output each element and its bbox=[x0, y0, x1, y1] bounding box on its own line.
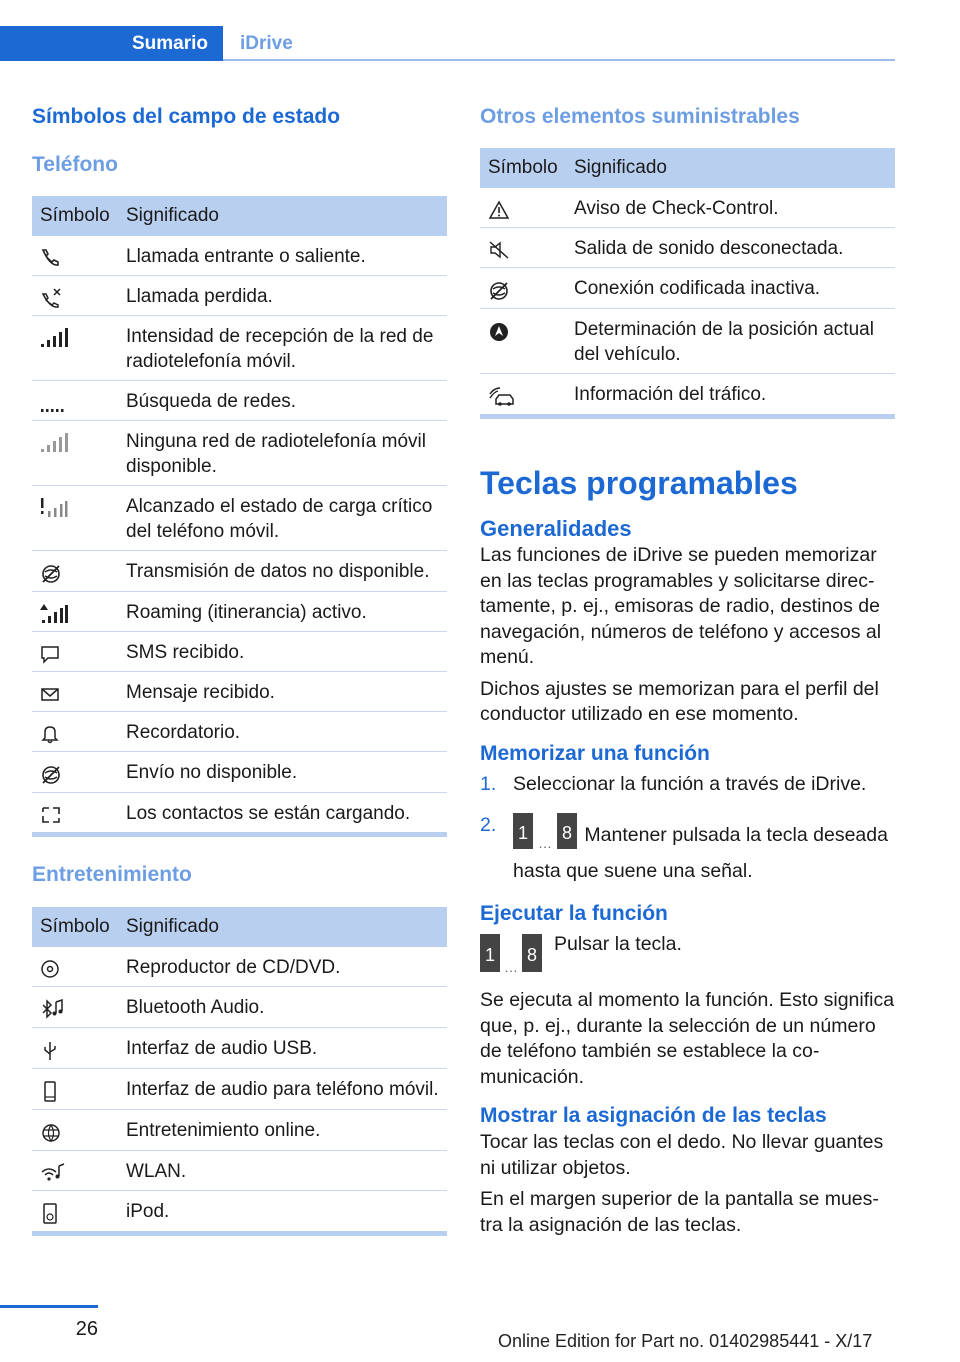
header-rule bbox=[223, 59, 895, 61]
footer-rule bbox=[0, 1305, 98, 1308]
paragraph: Las funciones de iDrive se pueden memorizar en las teclas programables y solicitarse directamente, p. ej., emisoras de radio, destinos de navegación, números de teléfono y accesos al menú. bbox=[480, 544, 882, 668]
column-header-symbol: Símbolo bbox=[32, 907, 126, 947]
right-column bbox=[480, 98, 895, 1238]
subsection-title-memorizar: Memorizar una función bbox=[480, 741, 710, 765]
row-meaning: Transmisión de datos no disponible. bbox=[126, 551, 447, 592]
entretenimiento-symbol-table bbox=[32, 907, 447, 1236]
table-row bbox=[480, 228, 895, 268]
table-row bbox=[32, 947, 447, 987]
position-icon bbox=[488, 321, 510, 343]
edition-note: Online Edition for Part no. 01402985441 - X/17 bbox=[498, 1331, 873, 1351]
warning-triangle-icon bbox=[488, 200, 510, 220]
key-1-label: 1 bbox=[517, 823, 529, 843]
key-8-label: 8 bbox=[561, 823, 573, 843]
table-row bbox=[32, 236, 447, 276]
row-meaning: Información del tráfico. bbox=[574, 374, 895, 417]
column-header-meaning: Significado bbox=[126, 196, 447, 236]
table-row bbox=[32, 316, 447, 381]
step-text: Mantener pulsada la tecla deseada hasta que suene una señal. bbox=[513, 823, 888, 882]
table-row bbox=[32, 672, 447, 712]
step-text: Seleccionar la función a través de iDrive. bbox=[513, 772, 867, 795]
send-unavailable-icon bbox=[40, 764, 62, 786]
step-number: 2. bbox=[480, 814, 497, 836]
row-meaning: Recordatorio. bbox=[126, 712, 447, 752]
row-meaning: Determinación de la posición actual del vehículo. bbox=[574, 309, 895, 374]
usb-icon bbox=[40, 1040, 60, 1062]
table-header bbox=[480, 148, 895, 188]
subsection-title-ejecutar: Ejecutar la función bbox=[480, 902, 668, 925]
table-row bbox=[480, 309, 895, 374]
row-meaning: Aviso de Check-Control. bbox=[574, 188, 895, 228]
bluetooth-audio-icon bbox=[40, 999, 64, 1021]
table-row bbox=[32, 551, 447, 592]
row-meaning: Llamada entrante o saliente. bbox=[126, 236, 447, 276]
table-row bbox=[32, 752, 447, 793]
sms-icon bbox=[40, 644, 60, 664]
online-entertainment-icon bbox=[40, 1122, 62, 1144]
preset-keys-icon bbox=[480, 932, 544, 979]
subsection-title-otros: Otros elementos suministrables bbox=[480, 105, 800, 128]
mute-icon bbox=[488, 240, 510, 260]
step-number: 1. bbox=[480, 772, 497, 795]
wlan-icon bbox=[40, 1163, 66, 1183]
cd-dvd-icon bbox=[40, 959, 60, 979]
traffic-info-icon bbox=[488, 386, 516, 408]
column-header-symbol: Símbolo bbox=[32, 196, 126, 236]
subsection-title-entretenimiento: Entretenimiento bbox=[32, 863, 192, 886]
table-row bbox=[32, 381, 447, 421]
bell-icon bbox=[40, 724, 60, 744]
ipod-icon bbox=[40, 1203, 60, 1225]
subsection-title-generalidades: Generalidades bbox=[480, 516, 632, 541]
data-unavailable-icon bbox=[40, 563, 62, 585]
table-row bbox=[32, 1191, 447, 1234]
section-title-status-symbols: Símbolos del campo de estado bbox=[32, 105, 341, 128]
signal-strength-icon bbox=[40, 328, 68, 348]
table-row bbox=[32, 486, 447, 551]
subsection-title-mostrar: Mostrar la asignación de las teclas bbox=[480, 1104, 827, 1127]
table-row bbox=[32, 421, 447, 486]
roaming-icon bbox=[40, 604, 68, 624]
svg-text:8: 8 bbox=[526, 945, 538, 965]
table-row bbox=[32, 1028, 447, 1069]
table-row bbox=[480, 188, 895, 228]
row-meaning: Roaming (itinerancia) activo. bbox=[126, 592, 447, 632]
left-column bbox=[32, 98, 447, 1236]
row-meaning: Búsqueda de redes. bbox=[126, 381, 447, 421]
column-header-meaning: Significado bbox=[126, 907, 447, 947]
row-meaning: Reproductor de CD/DVD. bbox=[126, 947, 447, 987]
table-row bbox=[32, 1151, 447, 1191]
section-title-teclas: Teclas programables bbox=[480, 465, 798, 501]
table-row bbox=[32, 276, 447, 316]
ejecutar-row bbox=[480, 932, 895, 976]
paragraph: En el margen superior de la pantalla se muestra la asignación de las teclas. bbox=[480, 1188, 879, 1236]
tab-sumario-label: Sumario bbox=[131, 33, 208, 54]
paragraph: Tocar las teclas con el dedo. No llevar guantes ni utilizar objetos. bbox=[480, 1131, 884, 1179]
row-meaning: Entretenimiento online. bbox=[126, 1110, 447, 1151]
svg-text:…: … bbox=[504, 959, 518, 974]
svg-text:1: 1 bbox=[484, 945, 496, 965]
mail-icon bbox=[40, 684, 60, 704]
table-header bbox=[32, 907, 447, 947]
subsection-title-telefono: Teléfono bbox=[32, 153, 118, 176]
row-meaning: Llamada perdida. bbox=[126, 276, 447, 316]
table-row bbox=[32, 987, 447, 1028]
row-meaning: SMS recibido. bbox=[126, 632, 447, 672]
no-network-icon bbox=[40, 433, 68, 453]
top-navigation bbox=[0, 0, 960, 62]
row-meaning: Ninguna red de radiotelefonía móvil disponible. bbox=[126, 421, 447, 486]
table-row bbox=[32, 1110, 447, 1151]
low-battery-icon bbox=[40, 498, 68, 518]
row-meaning: Salida de sonido desconectada. bbox=[574, 228, 895, 268]
row-meaning: Interfaz de audio USB. bbox=[126, 1028, 447, 1069]
table-header bbox=[32, 196, 447, 236]
table-row bbox=[32, 632, 447, 672]
row-meaning: WLAN. bbox=[126, 1151, 447, 1191]
phone-call-icon bbox=[40, 248, 60, 268]
page-number: 26 bbox=[75, 1318, 98, 1340]
row-meaning: Bluetooth Audio. bbox=[126, 987, 447, 1028]
encryption-inactive-icon bbox=[488, 280, 510, 302]
telefono-symbol-table bbox=[32, 196, 447, 837]
missed-call-icon bbox=[40, 288, 62, 308]
row-meaning: Envío no disponible. bbox=[126, 752, 447, 793]
column-header-symbol: Símbolo bbox=[480, 148, 574, 188]
otros-symbol-table bbox=[480, 148, 895, 419]
row-meaning: Intensidad de recepción de la red de radiotelefonía móvil. bbox=[126, 316, 447, 381]
tab-idrive[interactable]: iDrive bbox=[240, 33, 293, 54]
row-meaning: Los contactos se están cargando. bbox=[126, 793, 447, 835]
ejecutar-text: Pulsar la tecla. bbox=[554, 933, 682, 955]
paragraph: Dichos ajustes se memorizan para el perfil del conductor utilizado en ese momento. bbox=[480, 677, 879, 725]
list-item bbox=[480, 772, 895, 798]
row-meaning: iPod. bbox=[126, 1191, 447, 1234]
row-meaning: Conexión codificada inactiva. bbox=[574, 268, 895, 309]
table-row bbox=[32, 1069, 447, 1110]
preset-keys-icon bbox=[513, 813, 579, 859]
table-row bbox=[32, 793, 447, 835]
tab-sumario[interactable] bbox=[0, 26, 223, 61]
row-meaning: Mensaje recibido. bbox=[126, 672, 447, 712]
row-meaning: Interfaz de audio para teléfono móvil. bbox=[126, 1069, 447, 1110]
mobile-phone-audio-icon bbox=[40, 1081, 60, 1103]
contacts-loading-icon bbox=[40, 805, 62, 825]
svg-text:…: … bbox=[538, 835, 552, 851]
table-row bbox=[32, 712, 447, 752]
list-item bbox=[480, 813, 895, 884]
table-row bbox=[32, 592, 447, 632]
paragraph: Se ejecuta al momento la función. Esto significa que, p. ej., durante la selección de un número de teléfono también se establece la comunicación. bbox=[480, 989, 895, 1088]
network-search-icon bbox=[40, 393, 64, 413]
column-header-meaning: Significado bbox=[574, 148, 895, 188]
row-meaning: Alcanzado el estado de carga crítico del teléfono móvil. bbox=[126, 486, 447, 551]
table-row bbox=[480, 268, 895, 309]
table-row bbox=[480, 374, 895, 417]
